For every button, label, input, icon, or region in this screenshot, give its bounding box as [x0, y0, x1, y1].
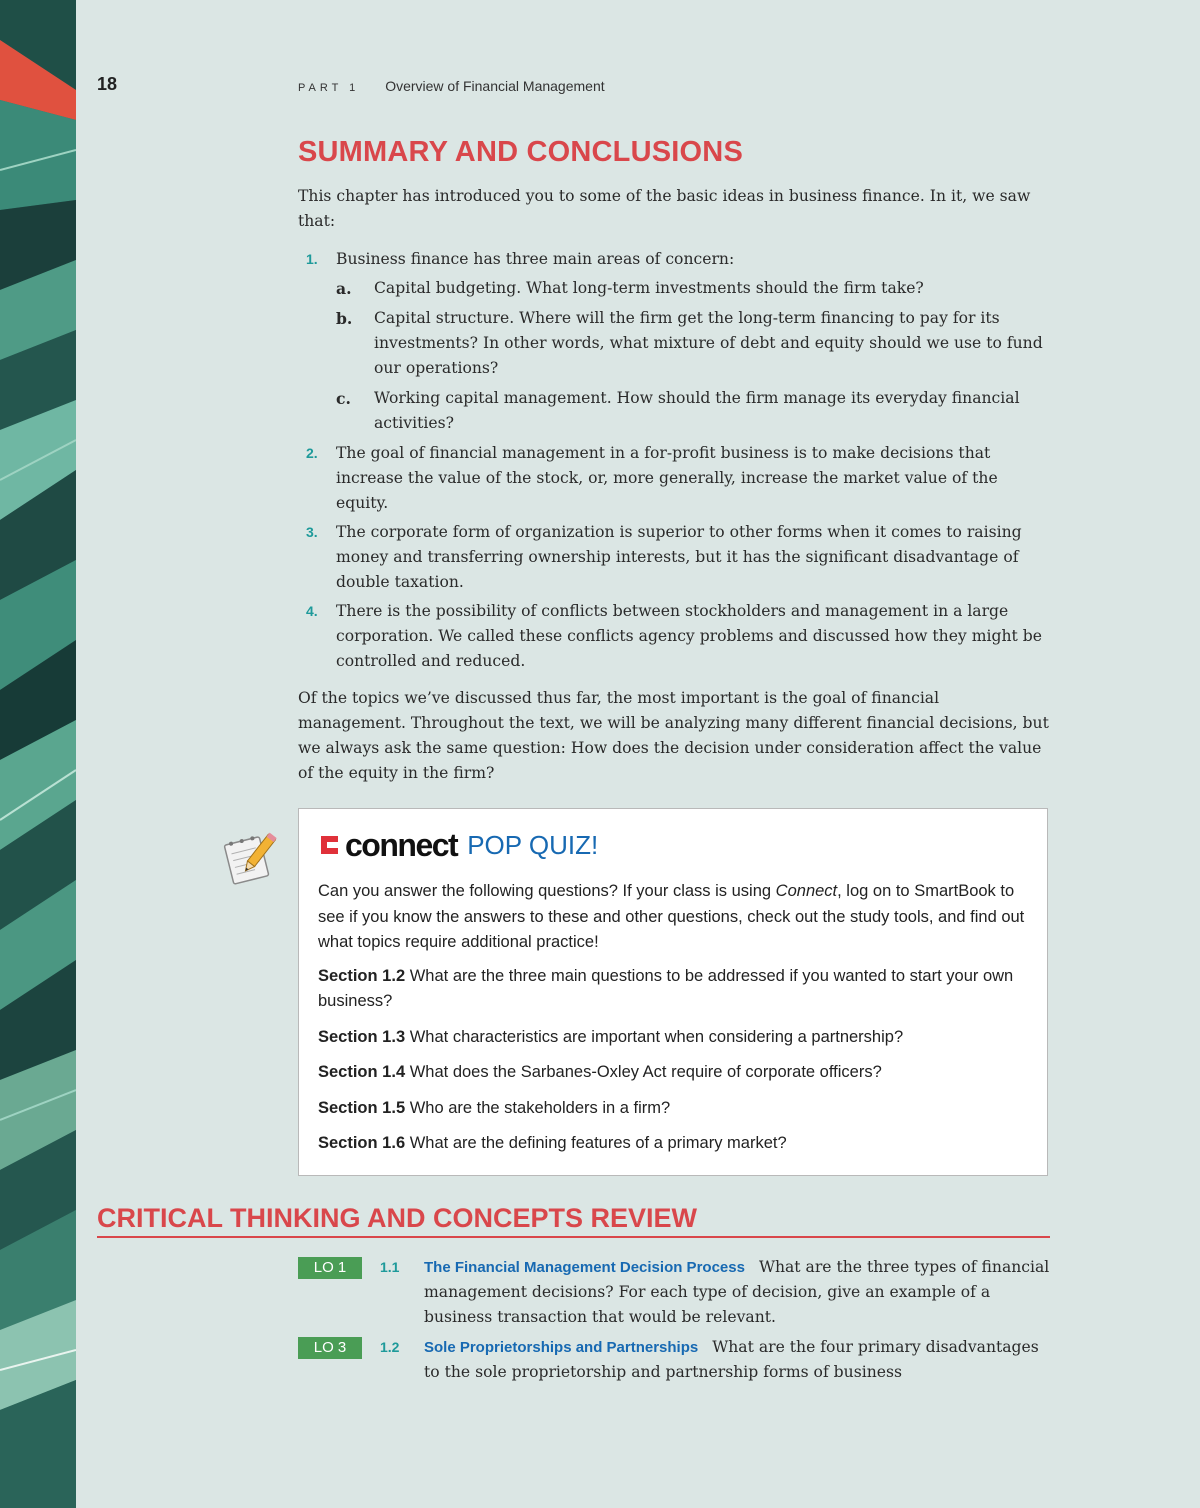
pop-quiz-box: [298, 808, 1048, 1176]
review-question: [298, 1255, 1050, 1330]
connect-wordmark: connect: [345, 827, 458, 863]
pop-quiz-content: [318, 879, 1038, 1167]
list-item-text: The goal of financial management in a for-profit business is to make decisions that increase the value of the stock, or, more generally, increase the market value of the equity.: [336, 444, 998, 512]
quiz-question-text: Who are the stakeholders in a firm?: [409, 1098, 671, 1117]
decorative-side-art: [0, 0, 76, 1508]
sub-item-text: Capital structure. Where will the firm get the long-term financing to pay for its investments? In other words, what mixture of debt and equity should we use to fund our operations?: [374, 309, 1043, 377]
summary-heading: SUMMARY AND CONCLUSIONS: [298, 136, 743, 168]
list-item: [298, 599, 1050, 674]
running-head: [298, 78, 605, 94]
pop-quiz-title: POP QUIZ!: [467, 830, 599, 860]
quiz-question-section: Section 1.5: [318, 1098, 406, 1117]
list-item-number: 1.: [306, 251, 318, 267]
pop-quiz-intro: [318, 879, 1038, 956]
sub-item-letter: c.: [336, 389, 351, 408]
notepad-pencil-icon: [218, 828, 278, 892]
sub-item-text: Working capital management. How should the firm manage its everyday financial activities?: [374, 389, 1020, 432]
quiz-question-section: Section 1.3: [318, 1027, 406, 1046]
sub-item-letter: b.: [336, 309, 353, 328]
list-item-number: 2.: [306, 445, 318, 461]
review-question-number: 1.2: [380, 1339, 400, 1355]
quiz-question-text: What does the Sarbanes-Oxley Act require of corporate officers?: [409, 1063, 882, 1081]
page-number: 18: [97, 74, 118, 94]
summary-intro: This chapter has introduced you to some of the basic ideas in business finance. In it, we saw that:: [298, 187, 1031, 230]
quiz-question-text: What are the three main questions to be addressed if you wanted to start your own business?: [318, 966, 1014, 1010]
critical-heading: CRITICAL THINKING AND CONCEPTS REVIEW: [97, 1203, 698, 1233]
sub-item-text: Capital budgeting. What long-term investments should the firm take?: [374, 279, 924, 297]
sub-list-item: [336, 276, 1050, 301]
summary-conclusion: Of the topics we’ve discussed thus far, the most important is the goal of financial management. Throughout the text, we will be analyzing many different financial decisions, but we always ask the same question: How does the decision under consideration affect the value of the equity in the firm?: [298, 689, 1049, 782]
review-question-text: What are the four primary disadvantages to the sole proprietorship and partnership forms of business: [424, 1338, 1039, 1381]
list-item: [298, 247, 1050, 436]
learning-objective-badge: LO 3: [298, 1337, 362, 1359]
list-item-number: 3.: [306, 524, 318, 540]
pop-quiz-intro-emphasis: Connect: [775, 882, 838, 900]
review-question-body: [424, 1255, 1050, 1330]
quiz-question: [318, 1096, 1038, 1122]
sub-list-item: [336, 386, 1050, 436]
review-question-topic: The Financial Management Decision Process: [424, 1259, 745, 1276]
learning-objective-badge: LO 1: [298, 1257, 362, 1279]
sub-item-letter: a.: [336, 279, 352, 298]
quiz-question-section: Section 1.2: [318, 966, 406, 985]
sub-list: [336, 276, 1050, 436]
review-question-text: What are the three types of financial management decisions? For each type of decision, give an example of a business transaction that would be relevant.: [424, 1258, 1050, 1326]
list-item-number: 4.: [306, 603, 318, 619]
review-question-topic: Sole Proprietorships and Partnerships: [424, 1339, 699, 1356]
pop-quiz-header: [317, 827, 598, 863]
review-question-body: [424, 1335, 1050, 1385]
critical-heading-rule: [97, 1236, 1050, 1238]
quiz-question: [318, 1131, 1038, 1157]
connect-c-icon: [317, 833, 341, 857]
quiz-question: [318, 1025, 1038, 1051]
quiz-question-section: Section 1.6: [318, 1134, 406, 1152]
running-head-title: Overview of Financial Management: [385, 78, 605, 94]
list-item: [298, 441, 1050, 516]
list-item: [298, 520, 1050, 595]
quiz-question: [318, 1060, 1038, 1086]
review-question-number: 1.1: [380, 1259, 400, 1275]
quiz-question-section: Section 1.4: [318, 1063, 406, 1081]
summary-list: [298, 247, 1050, 678]
quiz-question: [318, 964, 1038, 1015]
quiz-question-text: What characteristics are important when considering a partnership?: [409, 1027, 904, 1046]
review-question: [298, 1335, 1050, 1385]
pop-quiz-intro-text: , log on to SmartBook to see if you know the answers to these and other questions, check out the study tools, and find out what topics require additional practice!: [318, 882, 1025, 951]
list-item-text: Business finance has three main areas of concern:: [336, 250, 735, 268]
quiz-question-text: What are the defining features of a primary market?: [409, 1134, 787, 1152]
list-item-text: The corporate form of organization is superior to other forms when it comes to raising money and transferring ownership interests, but it has the significant disadvantage of double taxation.: [336, 523, 1022, 591]
list-item-text: There is the possibility of conflicts between stockholders and management in a large corporation. We called these conflicts agency problems and discussed how they might be controlled and reduced.: [336, 602, 1042, 670]
connect-logo: [317, 827, 457, 863]
sub-list-item: [336, 306, 1050, 381]
pop-quiz-intro-text: Can you answer the following questions? If your class is using: [318, 882, 776, 900]
running-head-part: PART 1: [298, 82, 360, 94]
